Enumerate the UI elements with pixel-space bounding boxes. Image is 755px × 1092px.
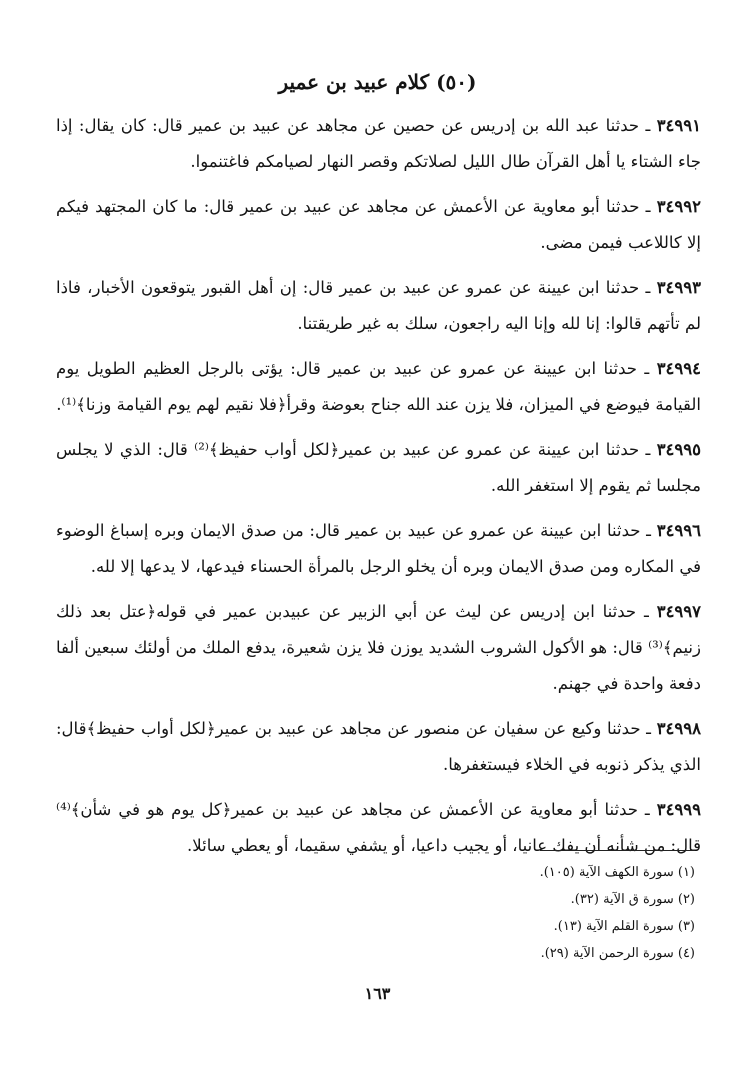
hadith-text: ـ حدثنا ابن عيينة عن عمرو عن عبيد بن عمير قال: يؤتى بالرجل العظيم الطويل يوم القيامة فيوضع في الميزان، فلا يزن عند الله جناح بعوضة وقرأ﴿فلا نقيم لهم يوم القيامة وزنا﴾⁽¹⁾. (56, 359, 701, 414)
hadith-number: ٣٤٩٩٢ (656, 197, 701, 216)
footnote: (١) سورة الكهف الآية (١٠٥). (539, 865, 695, 880)
footnote: (٢) سورة ق الآية (٣٢). (570, 892, 695, 907)
hadith-entry (56, 351, 701, 423)
hadith-text: ـ حدثنا ابن عيينة عن عمرو عن عبيد بن عمير قال: إن أهل القبور يتوقعون الأخبار، فاذا لم تأتهم قالوا: إنا لله وإنا اليه راجعون، سلك به غير طريقتنا. (56, 278, 701, 333)
hadith-number: ٣٤٩٩٥ (656, 440, 701, 459)
hadith-number: ٣٤٩٩٤ (656, 359, 701, 378)
hadith-entry (56, 108, 701, 180)
footnotes (395, 850, 695, 967)
chapter-title: (٥٠) كلام عبيد بن عمير (278, 70, 477, 94)
hadith-number: ٣٤٩٩٧ (656, 602, 702, 621)
hadith-entry (56, 270, 701, 342)
hadith-text: ـ حدثنا أبو معاوية عن الأعمش عن مجاهد عن عبيد بن عمير﴿كل يوم هو في شأن﴾⁽⁴⁾ قال: من شأنه أن يفك عانيا، أو يجيب داعيا، أو يشفي سقيما، أو يعطي سائلا. (56, 800, 701, 855)
hadith-text: ـ حدثنا ابن عيينة عن عمرو عن عبيد بن عمير قال: من صدق الايمان وبره إسباغ الوضوء في المكاره ومن صدق الايمان وبره أن يخلو الرجل بالمرأة الحسناء فيدعها، لا يدعها إلا لله. (56, 521, 701, 576)
hadith-entry (56, 432, 701, 504)
hadith-entry (56, 594, 701, 702)
hadith-entry (56, 189, 701, 261)
hadith-number: ٣٤٩٩٨ (656, 719, 701, 738)
hadith-number: ٣٤٩٩١ (656, 116, 701, 135)
footnote-divider (540, 850, 695, 851)
hadith-entry (56, 711, 701, 783)
hadith-text: ـ حدثنا ابن إدريس عن ليث عن أبي الزبير عن عبيدبن عمير في قوله﴿عتل بعد ذلك زنيم﴾⁽³⁾ قال: هو الأكول الشروب الشديد يوزن فلا يزن شعيرة، يدفع الملك من أولئك سبعين ألفا دفعة واحدة في جهنم. (55, 602, 701, 693)
hadith-text: ـ حدثنا أبو معاوية عن الأعمش عن مجاهد عن عبيد بن عمير قال: ما كان المجتهد فيكم إلا كاللاعب فيمن مضى. (56, 197, 701, 252)
hadith-text: ـ حدثنا وكيع عن سفيان عن منصور عن مجاهد عن عبيد بن عمير﴿لكل أواب حفيظ﴾قال: الذي يذكر ذنوبه في الخلاء فيستغفرها. (56, 719, 701, 774)
hadith-entry (56, 513, 701, 585)
hadith-number: ٣٤٩٩٦ (656, 521, 702, 540)
footnote: (٣) سورة القلم الآية (١٣). (553, 919, 695, 934)
hadith-list (56, 108, 701, 873)
hadith-number: ٣٤٩٩٩ (656, 800, 702, 819)
hadith-number: ٣٤٩٩٣ (656, 278, 701, 297)
footnote: (٤) سورة الرحمن الآية (٢٩). (540, 946, 695, 961)
hadith-text: ـ حدثنا عبد الله بن إدريس عن حصين عن مجاهد عن عبيد بن عمير قال: كان يقال: إذا جاء الشتاء يا أهل القرآن طال الليل لصلاتكم وقصر النهار لصيامكم فاغتنموا. (56, 116, 701, 171)
hadith-text: ـ حدثنا ابن عيينة عن عمرو عن عبيد بن عمير﴿لكل أواب حفيظ﴾⁽²⁾ قال: الذي لا يجلس مجلسا ثم يقوم إلا استغفر الله. (56, 440, 701, 495)
page-number: ١٦٣ (364, 984, 391, 1003)
